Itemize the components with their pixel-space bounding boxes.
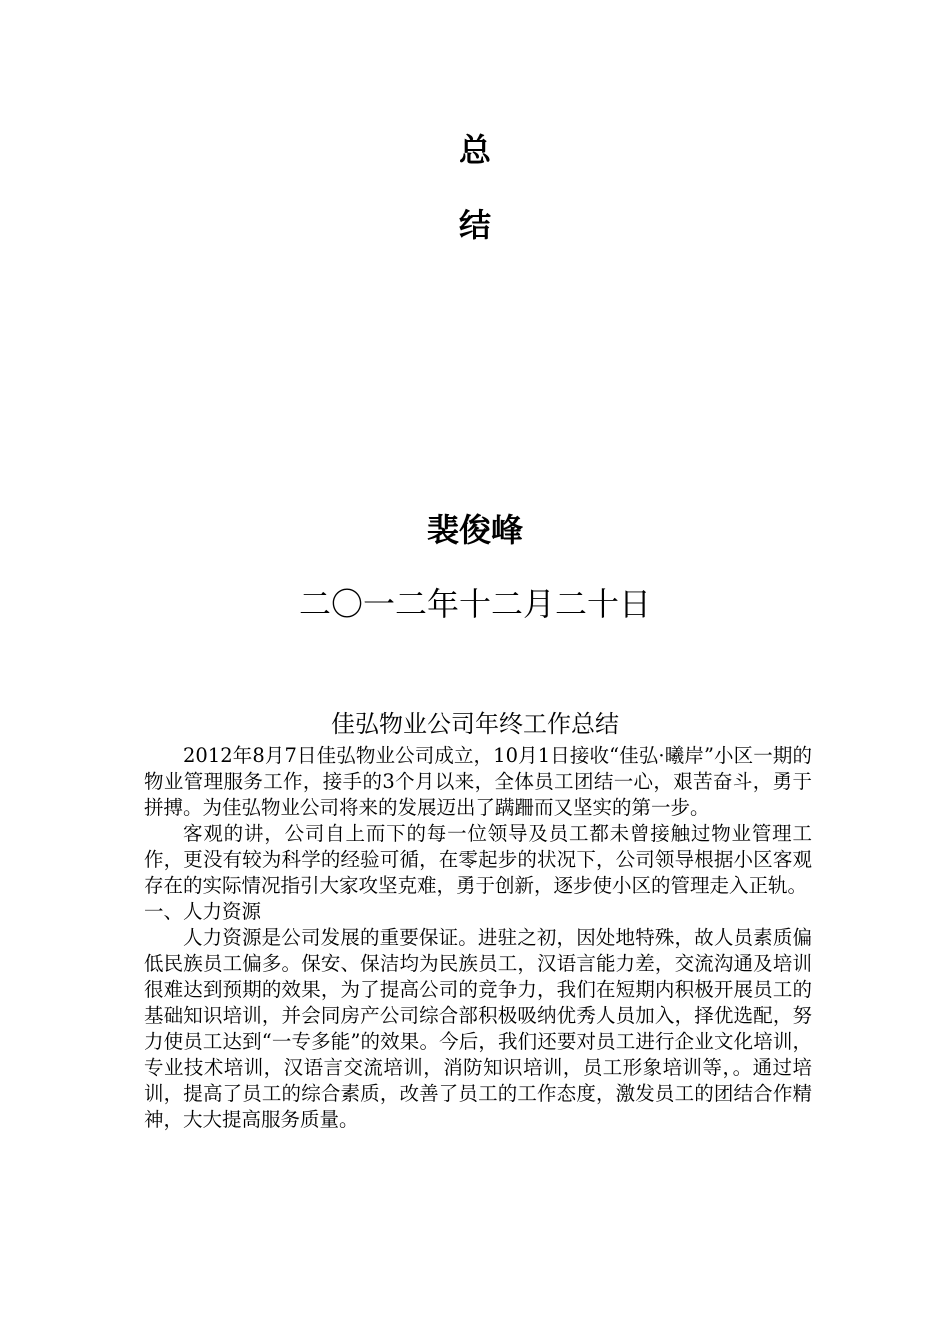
author-name: 裴俊峰: [426, 511, 523, 549]
document-body: [144, 743, 812, 1133]
body-paragraph-overview: 客观的讲，公司自上而下的每一位领导及员工都未曾接触过物业管理工作，更没有较为科学的经验可循，在零起步的状况下，公司领导根据小区客观存在的实际情况指引大家攻坚克难，勇于创新，逐步使小区的管理走入正轨。: [144, 822, 812, 897]
document-title: 佳弘物业公司年终工作总结: [331, 710, 619, 738]
cover-title-char-1: 总: [458, 131, 491, 169]
cover-date: 二〇一二年十二月二十日: [298, 585, 651, 623]
body-paragraph-human-resources: 人力资源是公司发展的重要保证。进驻之初，因处地特殊，故人员素质偏低民族员工偏多。保安、保洁均为民族员工，汉语言能力差，交流沟通及培训很难达到预期的效果，为了提高公司的竞争力，我们在短期内积极开展员工的基础知识培训，并会同房产公司综合部积极吸纳优秀人员加入，择优选配，努力使员工达到“一专多能”的效果。今后，我们还要对员工进行企业文化培训，专业技术培训，汉语言交流培训，消防知识培训，员工形象培训等，。通过培训，提高了员工的综合素质，改善了员工的工作态度，激发员工的团结合作精神，大大提高服务质量。: [144, 926, 812, 1131]
section-heading-human-resources: 一、人力资源: [144, 900, 262, 923]
body-paragraph-intro: 2012年8月7日佳弘物业公司成立，10月1日接收“佳弘·曦岸”小区一期的物业管理服务工作，接手的3个月以来，全体员工团结一心，艰苦奋斗，勇于拼搏。为佳弘物业公司将来的发展迈出了蹒跚而又坚实的第一步。: [144, 744, 812, 819]
cover-title-char-2: 结: [458, 206, 491, 244]
